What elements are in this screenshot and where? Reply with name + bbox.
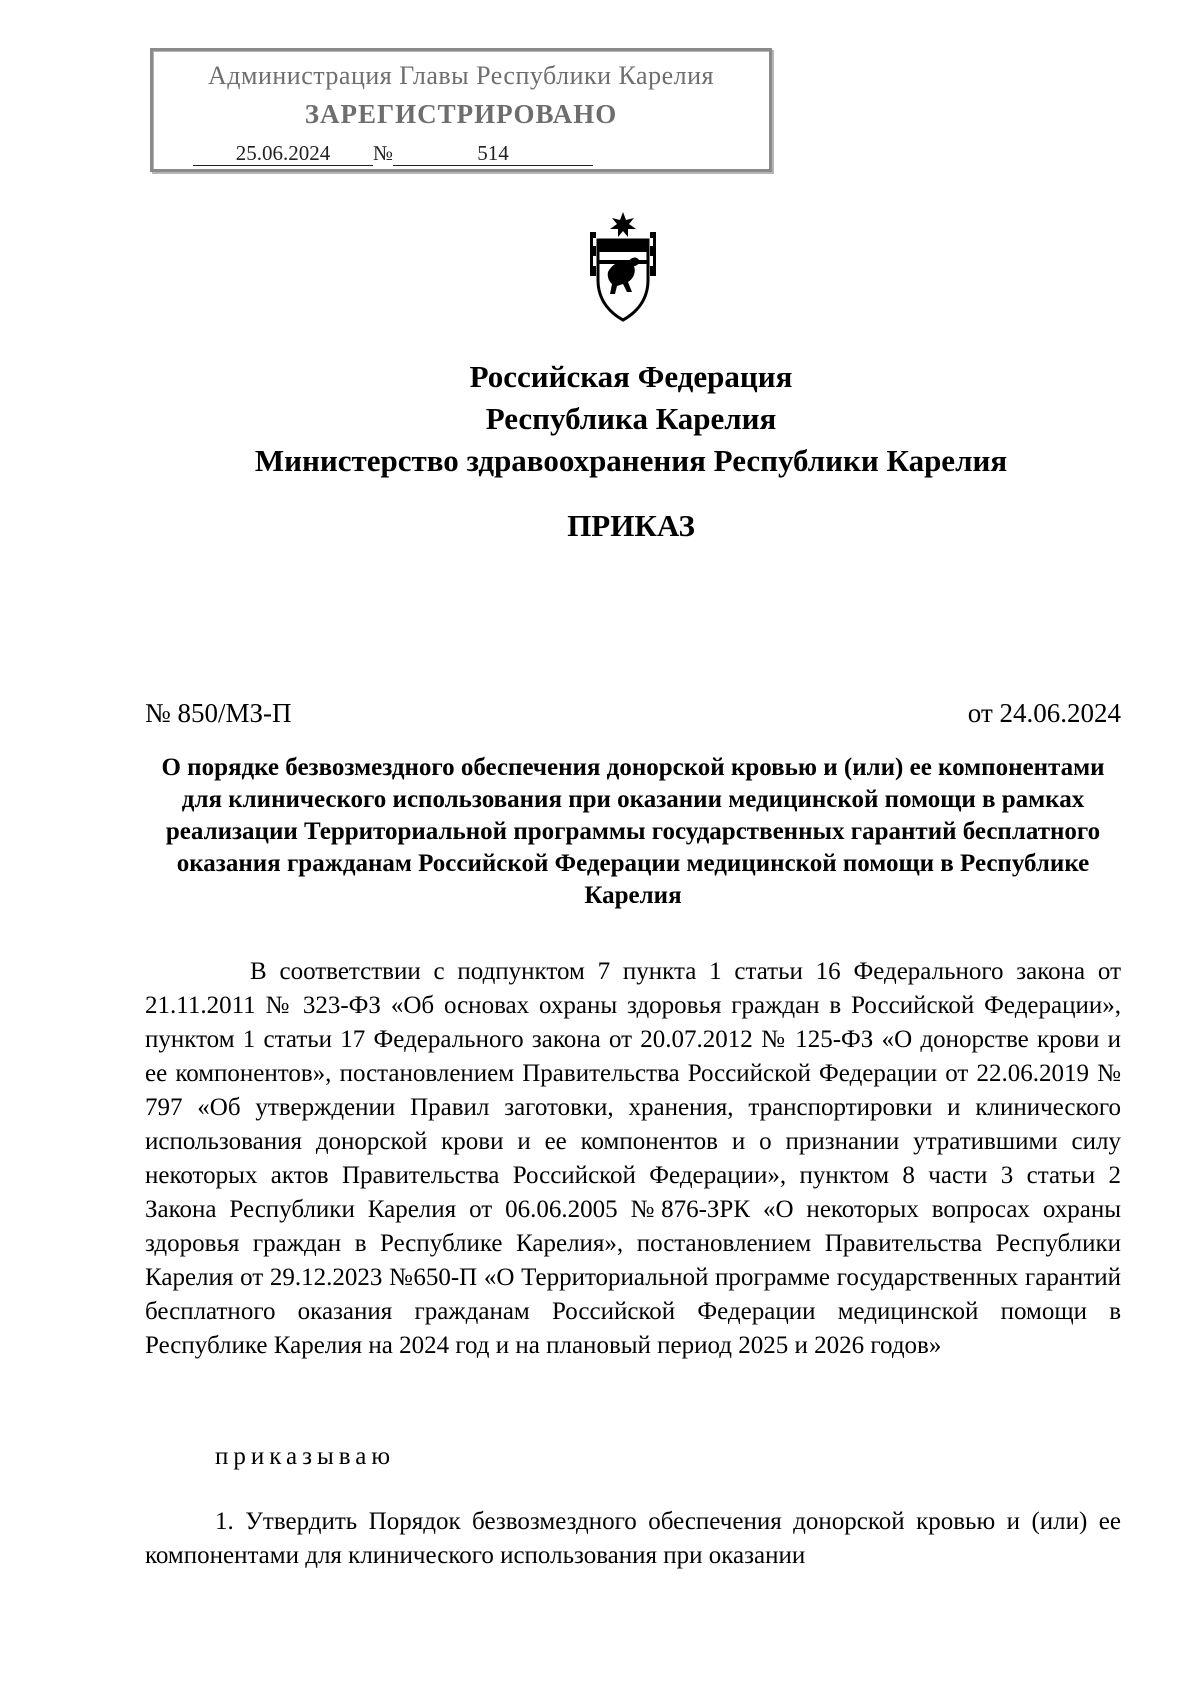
document-title: О порядке безвозмездного обеспечения донорской кровью и (или) ее компонентами для клинического использования при оказании медицинской помощи в рамках реализации Территориальной программы государственных гарантий бесплатного оказания гражданам Российской Федерации медицинской помощи в Республике Карелия: [161, 754, 1105, 909]
stamp-registration-line: [193, 141, 593, 166]
stamp-registered: ЗАРЕГИСТРИРОВАНО: [304, 99, 618, 129]
document-date: от 24.06.2024: [967, 698, 1121, 728]
document-number: № 850/МЗ-П: [145, 698, 292, 728]
stamp-number: 514: [393, 141, 593, 166]
orders-word: приказываю: [215, 1443, 396, 1470]
document-type: ПРИКАЗ: [567, 508, 695, 543]
stamp-date: 25.06.2024: [193, 141, 373, 166]
karelia-coat-of-arms-icon: [584, 210, 662, 324]
registration-stamp: [150, 48, 772, 172]
org-country: Российская Федерация: [469, 359, 793, 394]
stamp-number-sign: №: [373, 141, 394, 165]
stamp-authority: Администрация Главы Республики Карелия: [208, 61, 714, 90]
preamble-paragraph: В соответствии с подпунктом 7 пункта 1 статьи 16 Федерального закона от 21.11.2011 № 323-ФЗ «Об основах охраны здоровья граждан в Российской Федерации», пунктом 1 статьи 17 Федерального закона от 20.07.2012 № 125-ФЗ «О донорстве крови и ее компонентов», постановлением Правительства Российской Федерации от 22.06.2019 № 797 «Об утверждении Правил заготовки, хранения, транспортировки и клинического использования донорской крови и ее компонентов и о признании утратившими силу некоторых актов Правительства Российской Федерации», пунктом 8 части 3 статьи 2 Закона Республики Карелия от 06.06.2005 №876-ЗРК «О некоторых вопросах охраны здоровья граждан в Республике Карелия», постановлением Правительства Республики Карелия от 29.12.2023 №650-П «О Территориальной программе государственных гарантий бесплатного оказания гражданам Российской Федерации медицинской помощи в Республике Карелия на 2024 год и на плановый период 2025 и 2026 годов»: [145, 958, 1121, 1359]
order-item-1: 1. Утвердить Порядок безвозмездного обеспечения донорской кровью и (или) ее компонентами для клинического использования при оказании: [145, 1508, 1121, 1569]
org-region: Республика Карелия: [485, 401, 777, 436]
org-ministry: Министерство здравоохранения Республики Карелия: [254, 443, 1008, 478]
